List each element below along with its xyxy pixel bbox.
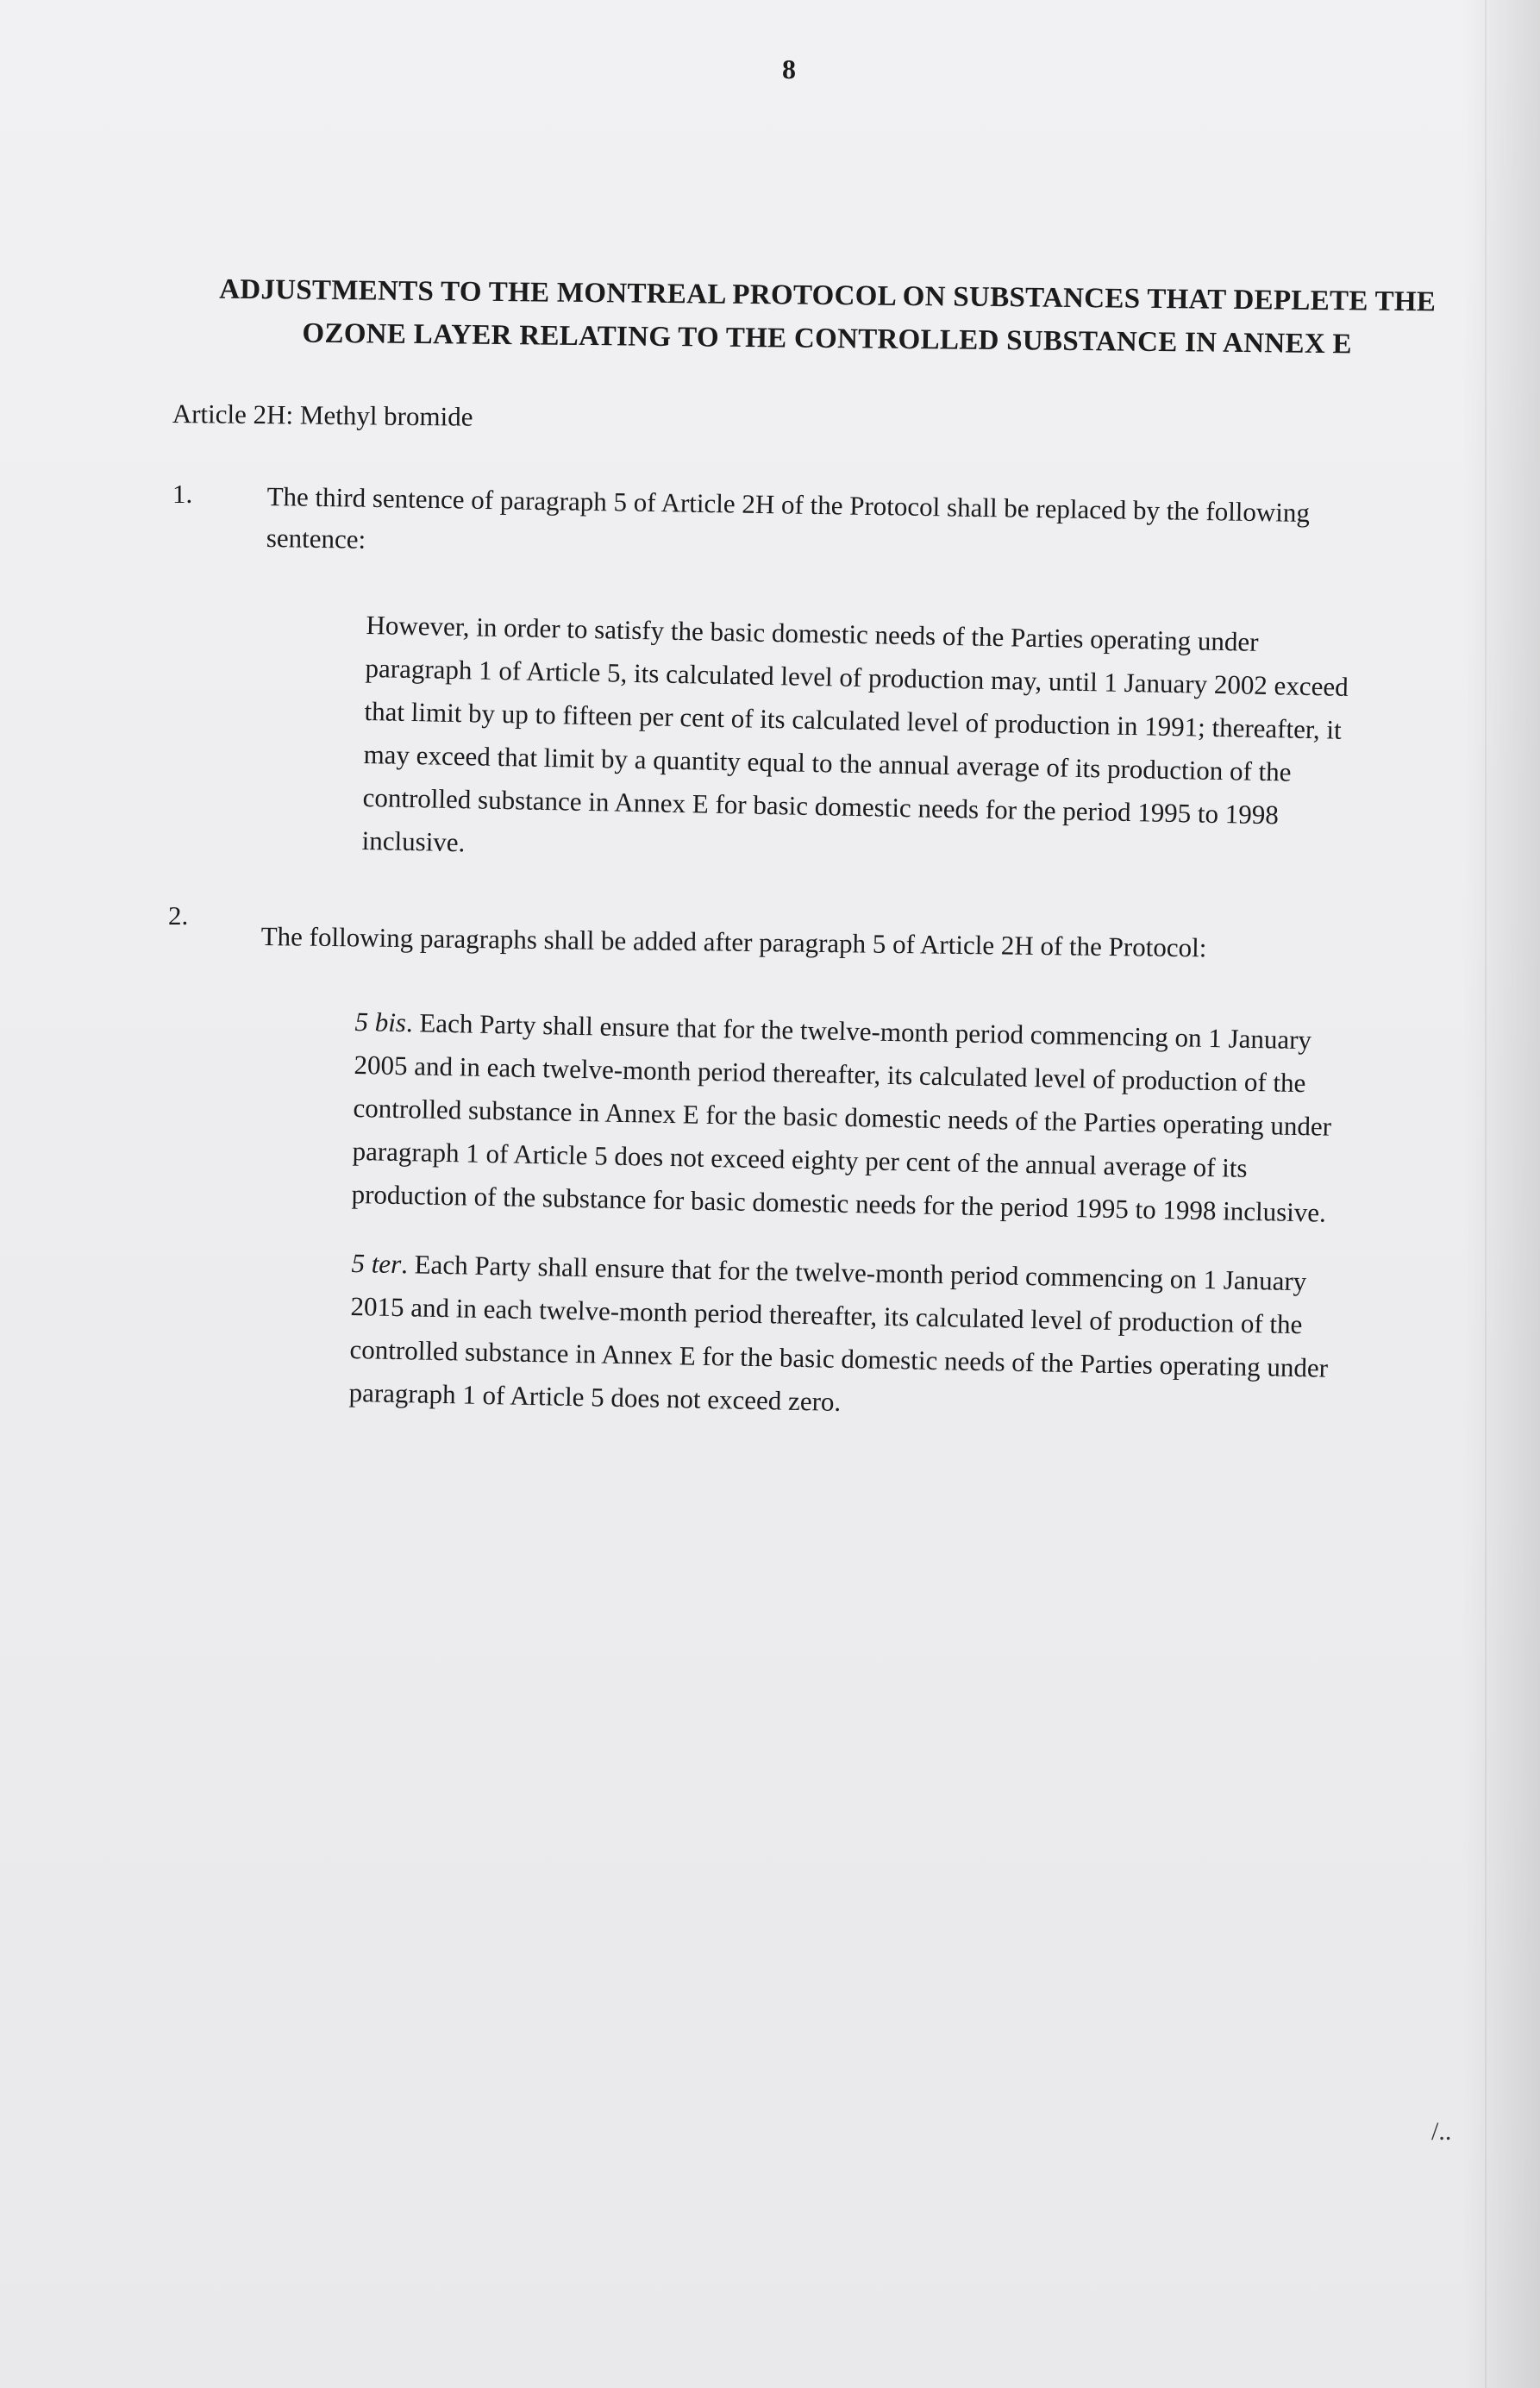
quote-line-4: may exceed that limit by a quantity equal to the annual average of its production of the — [363, 738, 1292, 787]
page-edge-line — [1485, 0, 1487, 2388]
article-heading: Article 2H: Methyl bromide — [172, 398, 473, 432]
item-1-text — [266, 476, 1310, 575]
item-1-line-2: sentence: — [266, 522, 366, 555]
item-2-line: The following paragraphs shall be added after paragraph 5 of Article 2H of the Protocol: — [260, 920, 1207, 963]
bis-line-5: production of the substance for basic domestic needs for the period 1995 to 1998 inclusive. — [351, 1178, 1327, 1228]
item-2-text — [260, 916, 1206, 968]
quote-line-6: inclusive. — [361, 824, 466, 858]
bis-line-3: controlled substance in Annex E for the basic domestic needs of the Parties operating under — [353, 1092, 1332, 1142]
ter-line-4: paragraph 1 of Article 5 does not exceed zero. — [348, 1376, 842, 1417]
item-2-number: 2. — [168, 900, 189, 931]
paragraph-5-bis — [351, 1000, 1333, 1235]
continuation-mark: /.. — [1431, 2117, 1452, 2146]
ter-first-text: . Each Party shall ensure that for the twelve-month period commencing on 1 January — [400, 1249, 1307, 1297]
document-title — [172, 267, 1483, 367]
quote-line-2: paragraph 1 of Article 5, its calculated level of production may, until 1 January 2002 exceed — [365, 652, 1349, 702]
bis-first-text: . Each Party shall ensure that for the twelve-month period commencing on 1 January — [405, 1007, 1312, 1056]
ter-line-3: controlled substance in Annex E for the basic domestic needs of the Parties operating under — [349, 1333, 1329, 1383]
title-line-2: OZONE LAYER RELATING TO THE CONTROLLED SUBSTANCE IN ANNEX E — [302, 317, 1352, 360]
ter-line-2: 2015 and in each twelve-month period thereafter, its calculated level of production of the — [350, 1290, 1303, 1340]
quote-line-3: that limit by up to fifteen per cent of its calculated level of production in 1991; thereafter, it — [364, 695, 1343, 745]
paragraph-5-ter — [348, 1242, 1330, 1433]
bis-label: 5 bis — [354, 1006, 407, 1038]
item-1-number: 1. — [172, 479, 193, 509]
item-1-line-1: The third sentence of paragraph 5 of Article 2H of the Protocol shall be replaced by the following — [266, 480, 1311, 528]
ter-label: 5 ter — [351, 1247, 402, 1280]
replacement-sentence — [361, 604, 1349, 881]
bis-line-2: 2005 and in each twelve-month period thereafter, its calculated level of production of the — [354, 1049, 1306, 1099]
bis-line-4: paragraph 1 of Article 5 does not exceed eighty per cent of the annual average of its — [352, 1135, 1248, 1183]
title-line-1: ADJUSTMENTS TO THE MONTREAL PROTOCOL ON SUBSTANCES THAT DEPLETE THE — [218, 273, 1437, 318]
quote-line-5: controlled substance in Annex E for basic domestic needs for the period 1995 to 1998 — [362, 781, 1280, 830]
page-number: 8 — [782, 53, 796, 85]
quote-line-1: However, in order to satisfy the basic domestic needs of the Parties operating under — [366, 609, 1259, 657]
